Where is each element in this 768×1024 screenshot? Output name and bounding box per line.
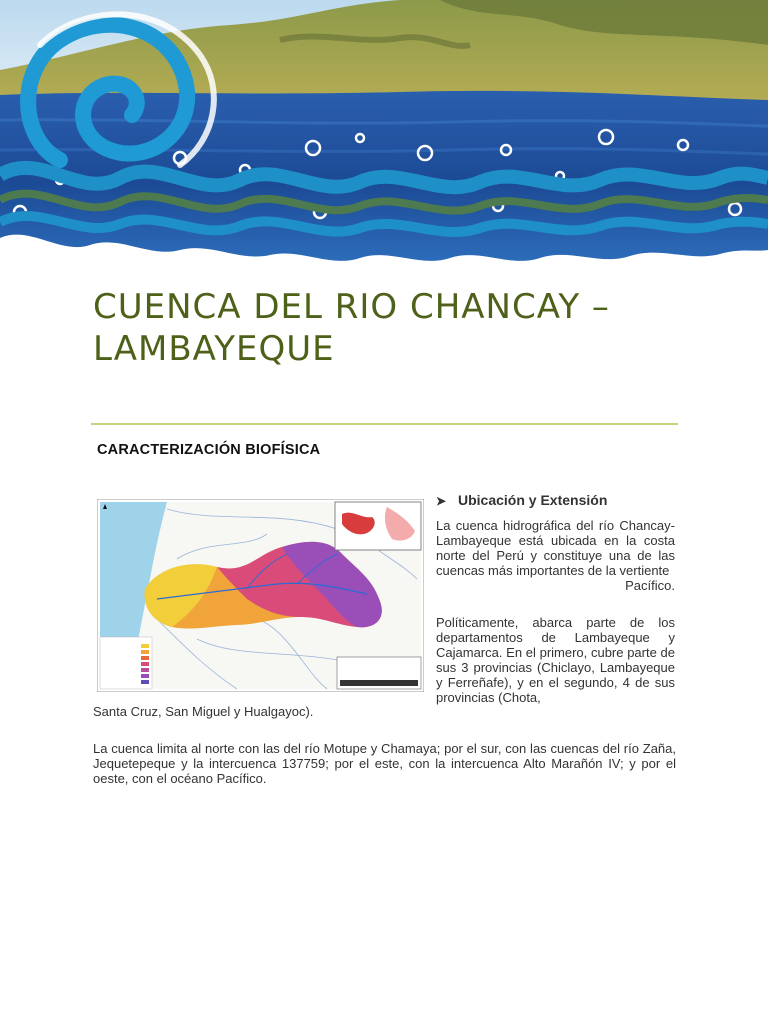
- paragraph-political: Políticamente, abarca parte de los departamentos de Lambayeque y Cajamarca. En el primero, cubre parte de sus 3 provincias (Chiclayo, Lambayeque y Ferreñafe), y en el segundo, 4 de sus provincias (Chota,: [436, 615, 675, 705]
- header-banner: [0, 0, 768, 275]
- paragraph-boundaries: La cuenca limita al norte con las del río Motupe y Chamaya; por el sur, con las cuencas del río Zaña, Jequetepeque y la intercuenca 137759; por el este, con la intercuenca Alto Marañón IV; y por el oeste, con el océano Pacífico.: [93, 741, 676, 786]
- title-line-1: CUENCA DEL RIO CHANCAY –: [93, 287, 610, 327]
- watershed-map-image: [97, 499, 424, 692]
- title-line-2: LAMBAYEQUE: [93, 329, 335, 369]
- document-title: [93, 286, 693, 370]
- paragraph-location: [436, 518, 675, 593]
- paragraph-location-last-line: Pacífico.: [625, 578, 675, 593]
- subsection-heading: [436, 492, 607, 508]
- title-divider: [91, 423, 678, 425]
- arrow-bullet-icon: ➤: [436, 494, 447, 508]
- section-heading: CARACTERIZACIÓN BIOFÍSICA: [97, 442, 321, 458]
- paragraph-political-continuation: Santa Cruz, San Miguel y Hualgayoc).: [93, 704, 314, 719]
- subsection-label: Ubicación y Extensión: [458, 492, 608, 508]
- paragraph-location-text: La cuenca hidrográfica del río Chancay-Lambayeque está ubicada en la costa norte del Perú y constituye una de las cuencas más importantes de la vertiente: [436, 518, 675, 578]
